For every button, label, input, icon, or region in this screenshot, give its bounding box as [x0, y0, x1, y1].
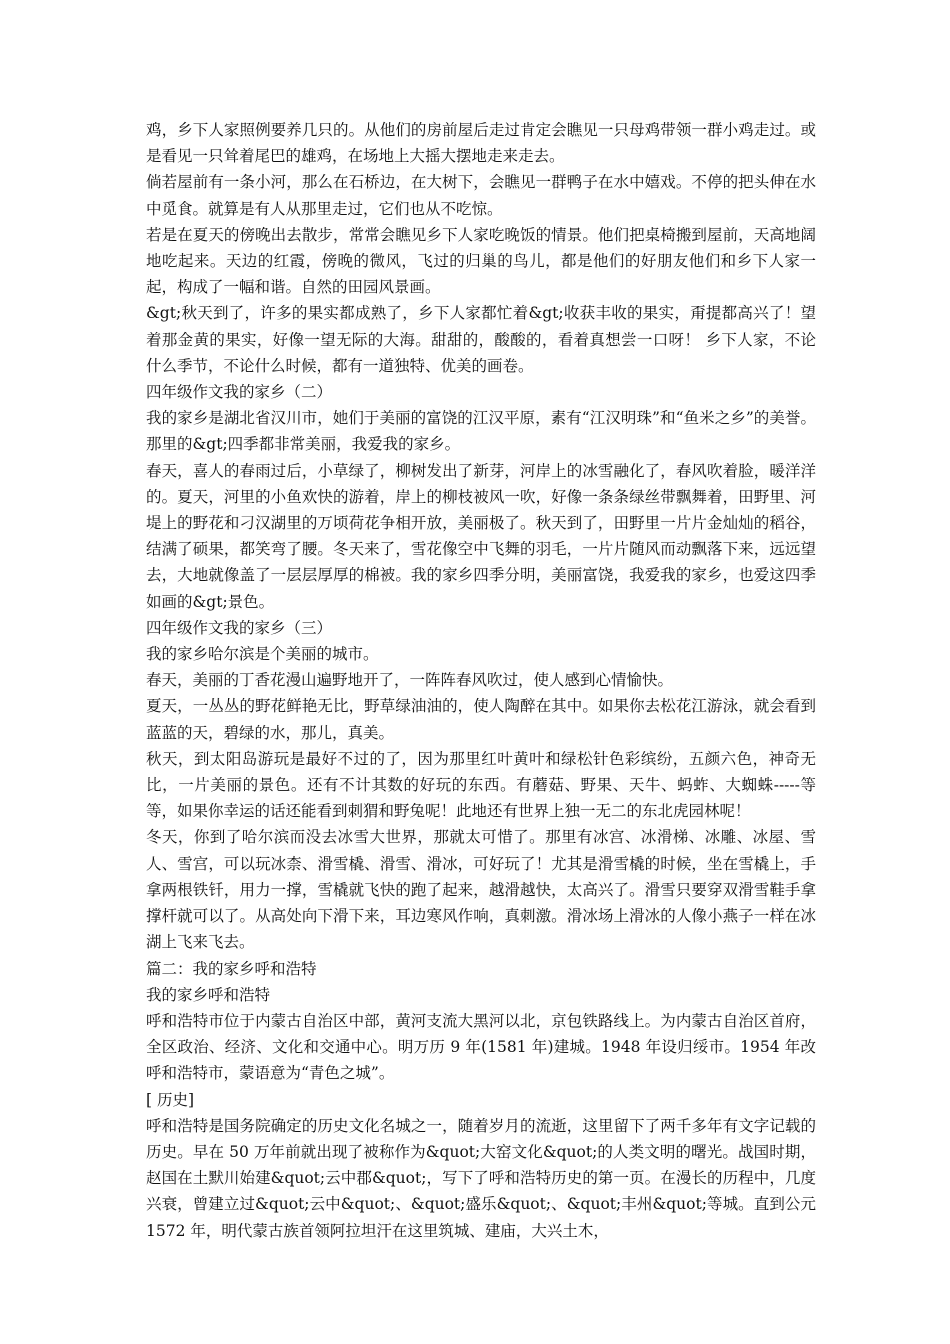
section-heading-2: 四年级作文我的家乡（二）	[146, 383, 333, 402]
paragraph-hanchuan-intro: 我的家乡是湖北省汉川市，她们于美丽的富饶的江汉平原，素有“江汉明珠”和“鱼米之乡”的美誉。那里的&gt;四季都非常美丽，我爱我的家乡。	[146, 409, 816, 454]
chapter-heading-2: 篇二：我的家乡呼和浩特	[146, 959, 317, 978]
paragraph-harbin-intro: 我的家乡哈尔滨是个美丽的城市。	[146, 645, 379, 664]
document-page	[146, 117, 816, 1244]
paragraph-hanchuan-seasons: 春天，喜人的春雨过后，小草绿了，柳树发出了新芽，河岸上的冰雪融化了，春风吹着脸，暖洋洋的。夏天，河里的小鱼欢快的游着，岸上的柳枝被风一吹，好像一条条绿丝带飘舞着，田野里、河堤上的野花和刁汉湖里的万顷荷花争相开放，美丽极了。秋天到了，田野里一片片金灿灿的稻谷，结满了硕果，都笑弯了腰。冬天来了，雪花像空中飞舞的羽毛，一片片随风而动飘落下来，远远望去，大地就像盖了一层层厚厚的棉被。我的家乡四季分明，美丽富饶，我爱我的家乡，也爱这四季如画的&gt;景色。	[146, 461, 816, 611]
paragraph-autumn-harvest: &gt;秋天到了，许多的果实都成熟了，乡下人家都忙着&gt;收获丰收的果实，甭提都高兴了！望着那金黄的果实，好像一望无际的大海。甜甜的，酸酸的，看着真想尝一口呀！ 乡下人家，不论什么季节，不论什么时候，都有一道独特、优美的画卷。	[146, 304, 816, 375]
paragraph-harbin-spring: 春天，美丽的丁香花漫山遍野地开了，一阵阵春风吹过，使人感到心情愉快。	[146, 671, 674, 690]
subheading-history: [ 历史]	[146, 1090, 195, 1109]
paragraph-harbin-winter: 冬天，你到了哈尔滨而没去冰雪大世界，那就太可惜了。那里有冰宫、冰滑梯、冰雕、冰屋、雪人、雪宫，可以玩冰柰、滑雪橇、滑雪、滑冰，可好玩了！尤其是滑雪橇的时候，坐在雪橇上，手拿两根铁钎，用力一撑，雪橇就飞快的跑了起来，越滑越快，太高兴了。滑雪只要穿双滑雪鞋手拿撑杆就可以了。从高处向下滑下来，耳边寒风作响，真刺激。滑冰场上滑冰的人像小燕子一样在冰湖上飞来飞去。	[146, 828, 816, 952]
section-heading-3: 四年级作文我的家乡（三）	[146, 618, 333, 637]
paragraph-ducks: 倘若屋前有一条小河，那么在石桥边，在大树下，会瞧见一群鸭子在水中嬉戏。不停的把头伸在水中觅食。就算是有人从那里走过，它们也从不吃惊。	[146, 173, 816, 218]
paragraph-harbin-summer: 夏天，一丛丛的野花鲜艳无比，野草绿油油的，使人陶醉在其中。如果你去松花江游泳，就会看到蓝蓝的天，碧绿的水，那儿，真美。	[146, 697, 816, 742]
paragraph-summer-dinner: 若是在夏天的傍晚出去散步，常常会瞧见乡下人家吃晚饭的情景。他们把桌椅搬到屋前，天高地阔地吃起来。天边的红霞，傍晚的微风，飞过的归巢的鸟儿，都是他们的好朋友他们和乡下人家一起，构成了一幅和谐。自然的田园风景画。	[146, 225, 816, 297]
paragraph-harbin-autumn: 秋天，到太阳岛游玩是最好不过的了，因为那里红叶黄叶和绿松针色彩缤纷，五颜六色，神奇无比，一片美丽的景色。还有不计其数的好玩的东西。有蘑菇、野果、天牛、蚂蚱、大蜘蛛-----等等，如果你幸运的话还能看到刺猬和野兔呢！此地还有世界上独一无二的东北虎园林呢！	[146, 749, 816, 821]
paragraph-hohhot-history: 呼和浩特是国务院确定的历史文化名城之一，随着岁月的流逝，这里留下了两千多年有文字记载的历史。早在 50 万年前就出现了被称作为&quot;大窑文化&quot;的人类文明的曙光。战国时期，赵国在土默川始建&quot;云中郡&quot;，写下了呼和浩特历史的第一页。在漫长的历程中，几度兴衰，曾建立过&quot;云中&quot;、&quot;盛乐&quot;、&quot;丰州&quot;等城。直到公元 1572 年，明代蒙古族首领阿拉坦汗在这里筑城、建庙，大兴土木，	[146, 1116, 816, 1240]
paragraph-hohhot-intro: 呼和浩特市位于内蒙古自治区中部，黄河支流大黑河以北，京包铁路线上。为内蒙古自治区首府，全区政治、经济、文化和交通中心。明万历 9 年(1581 年)建城。1948 年设归绥市。1954 年改呼和浩特市，蒙语意为“青色之城”。	[146, 1011, 816, 1083]
subheading-hohhot: 我的家乡呼和浩特	[146, 985, 271, 1004]
paragraph-poultry: 鸡，乡下人家照例要养几只的。从他们的房前屋后走过肯定会瞧见一只母鸡带领一群小鸡走过。或是看见一只耸着尾巴的雄鸡，在场地上大摇大摆地走来走去。	[146, 121, 816, 166]
